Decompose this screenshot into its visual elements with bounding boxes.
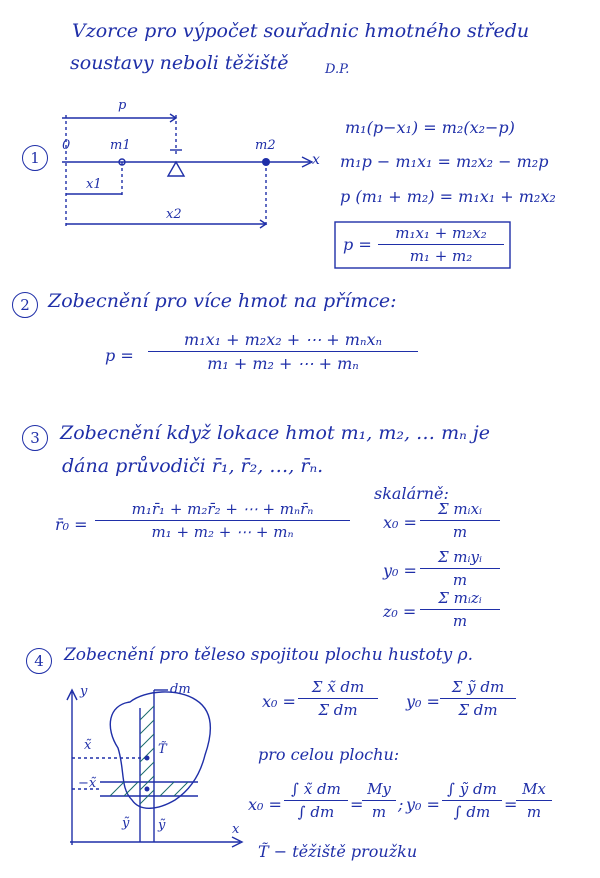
- s1-boxed-num: m₁x₁ + m₂x₂: [395, 224, 487, 242]
- s4-int-y-den2: m: [526, 803, 542, 821]
- s4-hatch-2: [140, 720, 154, 734]
- s3-heading-1: Zobecnění když lokace hmot m₁, m₂, … mₙ je: [60, 422, 490, 444]
- s2-bar: [148, 351, 418, 352]
- s3-x0-bar: [420, 520, 500, 521]
- s1-origin-label: 0: [62, 138, 71, 153]
- s4-x0-lhs: x₀ =: [262, 692, 296, 711]
- section-4-number: 4: [26, 648, 52, 674]
- s4-y0-fraction: [440, 678, 516, 719]
- s3-x0-den: m: [452, 523, 468, 541]
- s4-hatch-7: [140, 790, 154, 804]
- s1-boxed-lhs: p =: [343, 235, 372, 254]
- s4-int-x-bar2: [362, 800, 396, 801]
- s4-T-point: [145, 756, 150, 761]
- s4-x0-bar: [298, 698, 378, 699]
- s4-hatch-5: [140, 762, 154, 776]
- s4-x0-fraction: [298, 678, 378, 719]
- s4-y0-den: Σ dm: [458, 701, 498, 719]
- s1-p-label: p: [118, 98, 127, 113]
- s3-scalar-label: skalárně:: [374, 484, 449, 503]
- s4-y-tilde-label: ỹ: [122, 816, 130, 831]
- s4-int-y-lhs: y₀ =: [406, 795, 440, 814]
- s4-int-x-num: ∫ x̃ dm: [291, 780, 341, 798]
- s4-x-tilde-label: x̃: [84, 738, 92, 753]
- s3-bar: [95, 520, 350, 521]
- s4-int-y-num2: Mx: [522, 780, 546, 798]
- s4-int-y-fraction2: [516, 780, 552, 821]
- s3-heading-2: dána průvodiči r̄₁, r̄₂, …, r̄ₙ.: [62, 455, 324, 477]
- s4-int-y-num: ∫ ỹ dm: [447, 780, 497, 798]
- s4-y-tilde2-label: ỹ: [158, 818, 166, 833]
- section-2-number: 2: [12, 292, 38, 318]
- author-initials: D.P.: [325, 62, 350, 77]
- title-line-1: Vzorce pro výpočet souřadnic hmotného středu: [72, 20, 530, 42]
- s4-int-x-fraction2: [362, 780, 396, 821]
- s3-y0-num: Σ mᵢyᵢ: [437, 548, 483, 566]
- s3-x0-fraction: [420, 500, 500, 541]
- s4-hatch-10: [160, 782, 174, 796]
- s3-z0-bar: [420, 609, 500, 610]
- s4-separator: ;: [398, 795, 404, 814]
- s1-x2-label: x2: [166, 207, 182, 222]
- s2-den: m₁ + m₂ + ⋯ + mₙ: [207, 354, 359, 373]
- s4-x0-den: Σ dm: [318, 701, 358, 719]
- s1-x-axis-label: x: [312, 152, 320, 168]
- s1-eq-2: m₁p − m₁x₁ = m₂x₂ − m₂p: [340, 152, 549, 171]
- s4-dm-label: dm: [170, 682, 191, 697]
- s1-boxed-fraction: [378, 224, 504, 265]
- s4-int-y-den: ∫ dm: [453, 803, 491, 821]
- s2-lhs: p =: [105, 346, 134, 365]
- s1-x1-label: x1: [86, 177, 102, 192]
- s1-boxed-den: m₁ + m₂: [409, 247, 473, 265]
- s3-lhs: r̄₀ =: [55, 515, 88, 534]
- s4-int-y-bar: [442, 800, 502, 801]
- s1-m1-label: m1: [110, 138, 131, 153]
- s3-z0-num: Σ mᵢzᵢ: [438, 589, 482, 607]
- s3-z0-den: m: [452, 612, 468, 630]
- s4-hatch-3: [140, 734, 154, 748]
- s3-num: m₁r̄₁ + m₂r̄₂ + ⋯ + mₙr̄ₙ: [131, 500, 314, 518]
- s4-int-y-bar2: [516, 800, 552, 801]
- s4-whole-label: pro celou plochu:: [258, 745, 400, 764]
- s4-hatch-1: [140, 706, 154, 720]
- s3-fraction: [95, 500, 350, 541]
- s4-y0-bar: [440, 698, 516, 699]
- s4-T2-point: [145, 787, 150, 792]
- title-line-2: soustavy neboli těžiště: [70, 52, 289, 74]
- s4-int-x-den: ∫ dm: [297, 803, 335, 821]
- s4-y0-num: Σ ỹ dm: [451, 678, 505, 696]
- s1-eq-3: p (m₁ + m₂) = m₁x₁ + m₂x₂: [340, 187, 556, 206]
- s4-y0-lhs: y₀ =: [406, 692, 440, 711]
- s3-den: m₁ + m₂ + ⋯ + mₙ: [151, 523, 294, 541]
- s2-num: m₁x₁ + m₂x₂ + ⋯ + mₙxₙ: [184, 330, 382, 349]
- s4-int-x-den2: m: [371, 803, 387, 821]
- s4-x-tilde-minus-label: −x̃: [78, 776, 97, 791]
- s1-m2-label: m2: [255, 138, 276, 153]
- s4-int-y-fraction: [442, 780, 502, 821]
- s4-int-x-num2: My: [367, 780, 391, 798]
- section-1-number: 1: [22, 145, 48, 171]
- s4-hatch-8: [110, 782, 124, 796]
- s3-y0-den: m: [452, 571, 468, 589]
- section-3-number: 3: [22, 425, 48, 451]
- s4-int-x-eq: =: [350, 795, 364, 814]
- s4-int-y-eq: =: [504, 795, 518, 814]
- s1-fulcrum-triangle: [168, 162, 184, 176]
- s3-y0-lhs: y₀ =: [383, 561, 417, 580]
- s4-int-x-lhs: x₀ =: [248, 795, 282, 814]
- s1-boxed-bar: [378, 244, 504, 245]
- s4-int-x-bar: [284, 800, 348, 801]
- s2-heading: Zobecnění pro více hmot na přímce:: [48, 290, 397, 312]
- s3-x0-lhs: x₀ =: [383, 513, 417, 532]
- s4-heading: Zobecnění pro těleso spojitou plochu hustoty ρ.: [64, 645, 473, 665]
- s4-T-tilde-label: T̃: [158, 742, 167, 757]
- s4-y-axis-label: y: [80, 684, 88, 699]
- s3-y0-fraction: [420, 548, 500, 589]
- s3-x0-num: Σ mᵢxᵢ: [437, 500, 483, 518]
- s4-int-x-fraction: [284, 780, 348, 821]
- s3-z0-fraction: [420, 589, 500, 630]
- s3-z0-lhs: z₀ =: [383, 602, 417, 621]
- s4-hatch-11: [174, 782, 188, 796]
- s4-x0-num: Σ x̃ dm: [311, 678, 365, 696]
- s2-fraction: [148, 330, 418, 373]
- s1-eq-1: m₁(p−x₁) = m₂(x₂−p): [345, 118, 515, 137]
- s3-y0-bar: [420, 568, 500, 569]
- s1-m2-point: [262, 158, 270, 166]
- s4-note: T̃ − těžiště proužku: [258, 842, 418, 861]
- s4-x-axis-label: x: [232, 822, 240, 837]
